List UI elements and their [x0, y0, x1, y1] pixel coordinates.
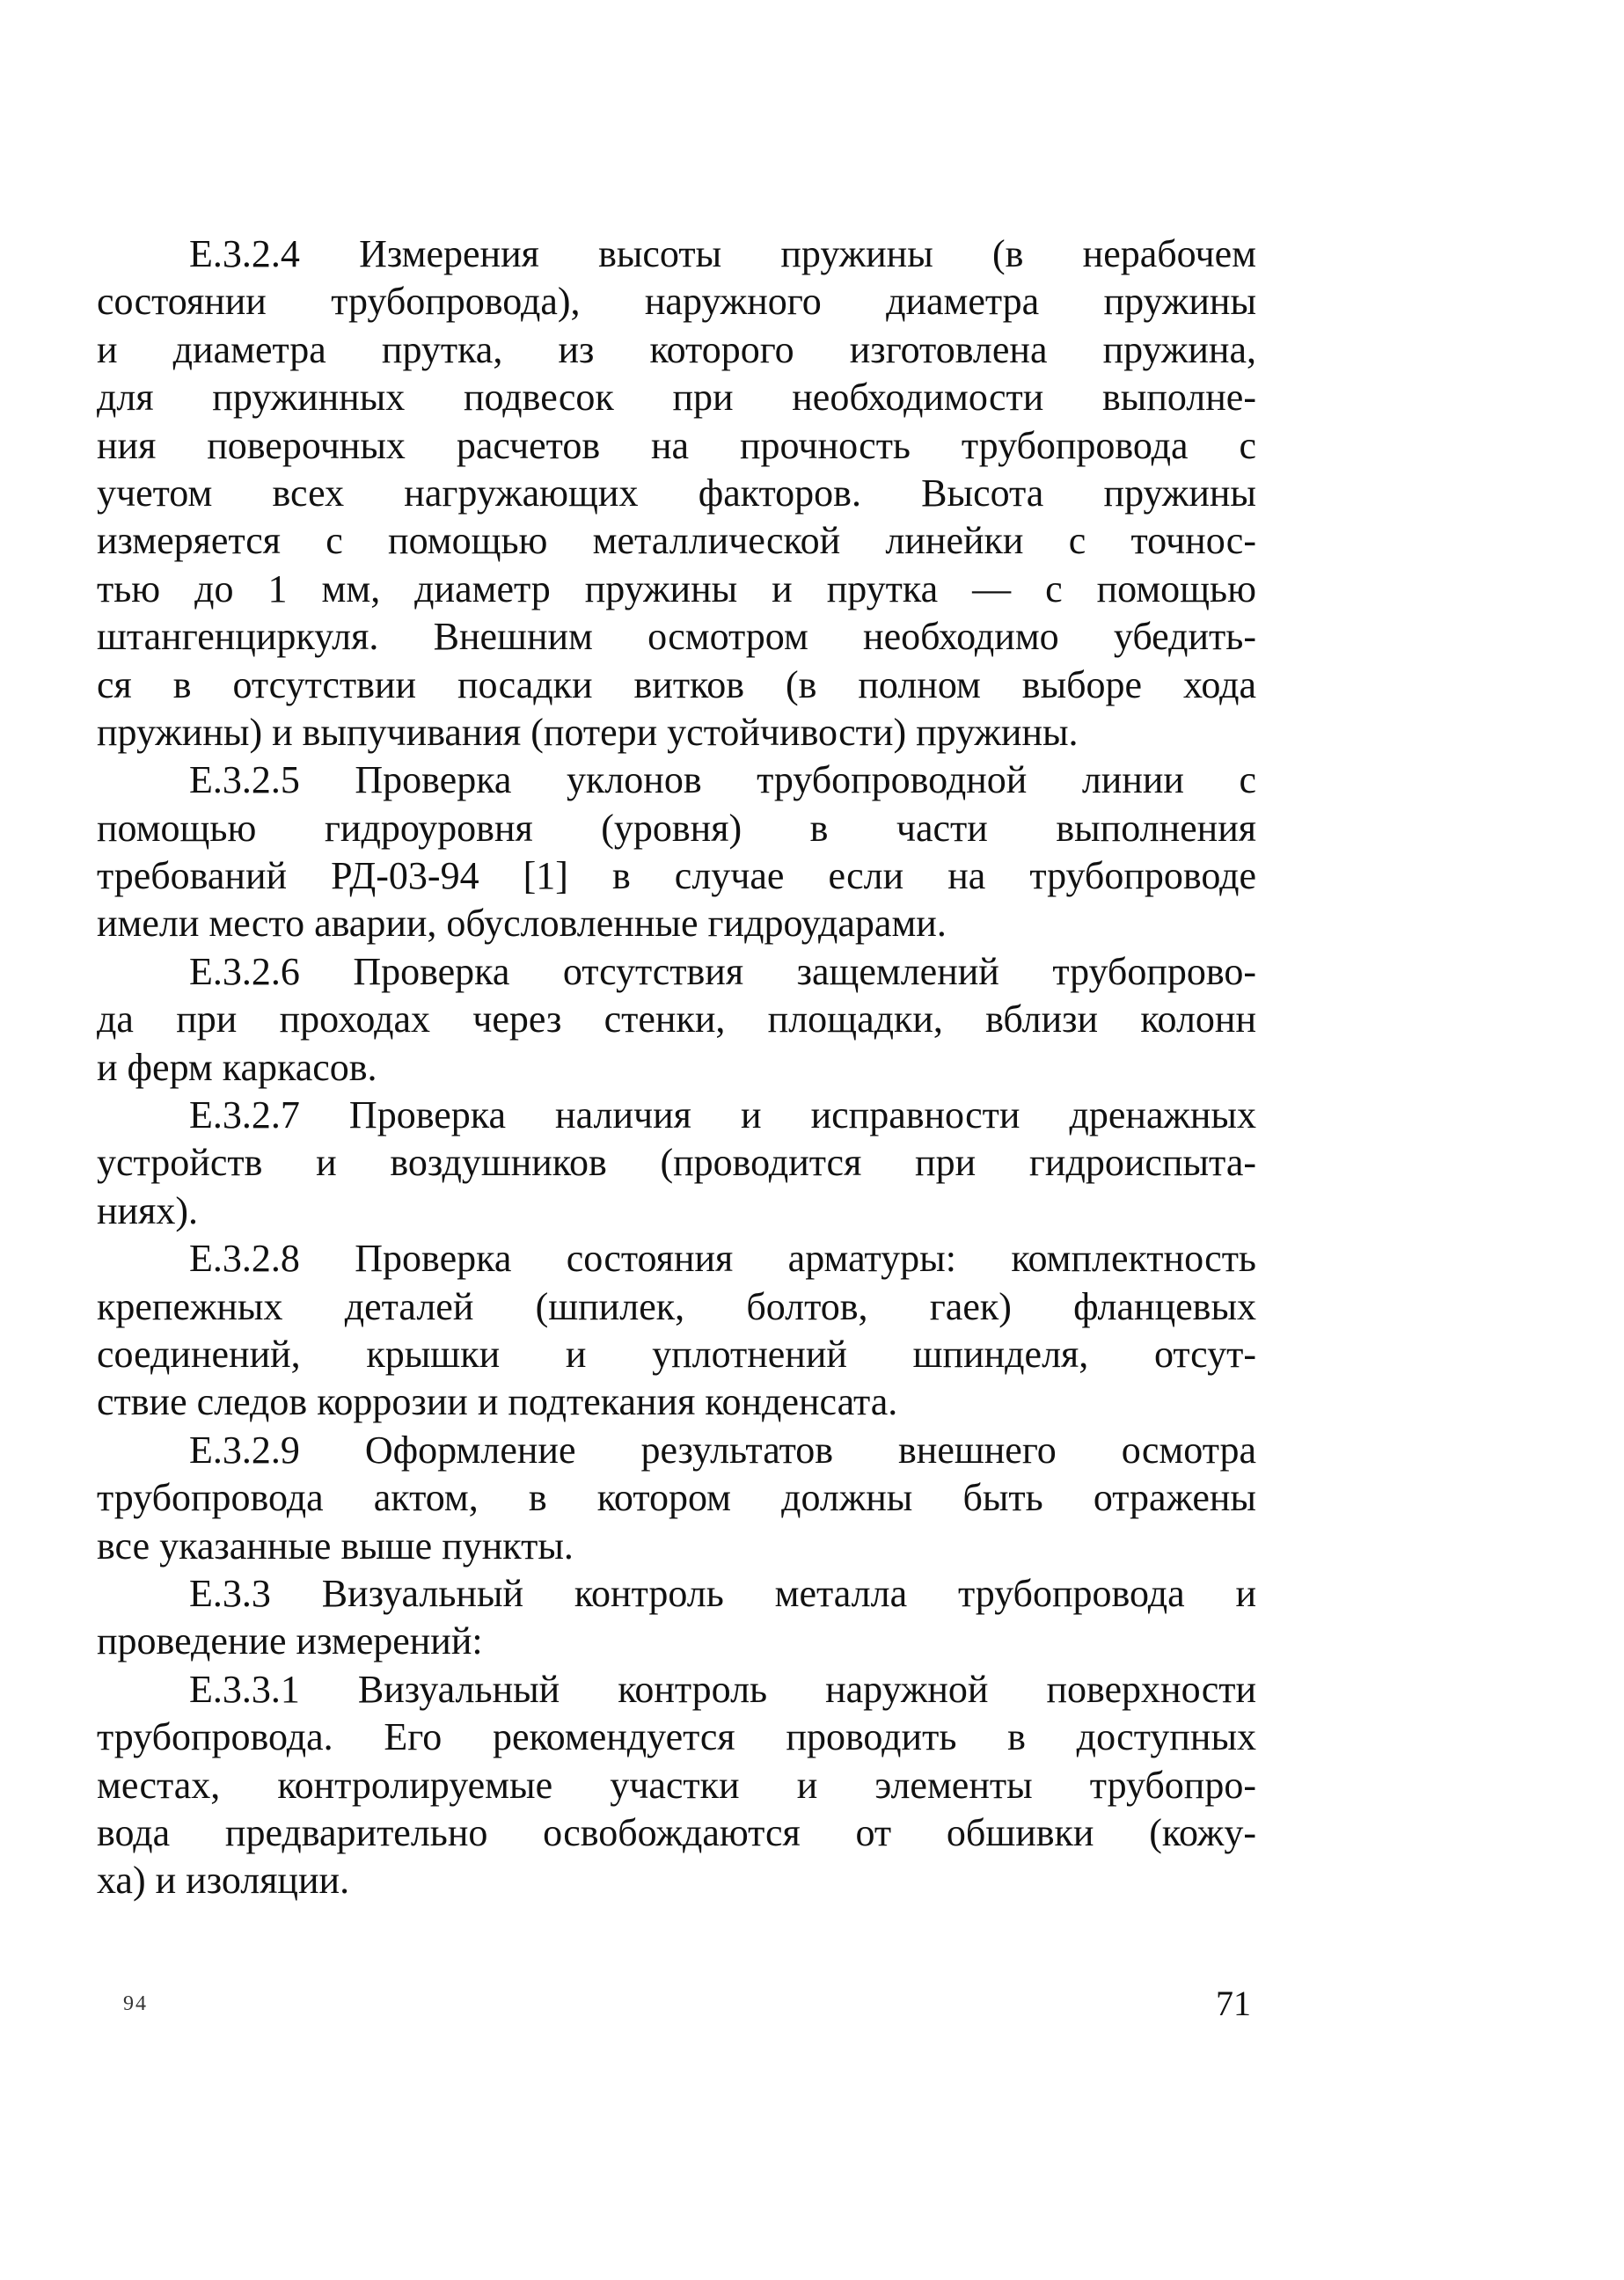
body-text: [97, 230, 1256, 1905]
text-line: помощью гидроуровня (уровня) в части выполнения: [97, 806, 1256, 850]
text-line: Е.3.3.1 Визуальный контроль наружной поверхности: [189, 1667, 1256, 1711]
paragraph-e-3-3-1: [97, 1666, 1256, 1905]
text-line: соединений, крышки и уплотнений шпинделя, отсут-: [97, 1332, 1256, 1376]
text-line: устройств и воздушников (проводится при гидроиспыта-: [97, 1141, 1256, 1185]
text-line: штангенциркуля. Внешним осмотром необходимо убедить-: [97, 615, 1256, 659]
text-line: Е.3.2.7 Проверка наличия и исправности дренажных: [189, 1093, 1256, 1137]
text-line: вода предварительно освобождаются от обшивки (кожу-: [97, 1810, 1256, 1854]
paragraph-e-3-2-4: [97, 230, 1256, 756]
text-line: проведение измерений:: [97, 1619, 483, 1663]
text-line: трубопровода актом, в котором должны быть отражены: [97, 1476, 1256, 1520]
text-line: требований РД-03-94 [1] в случае если на трубопроводе: [97, 854, 1256, 898]
text-line: Е.3.2.9 Оформление результатов внешнего осмотра: [189, 1428, 1256, 1472]
text-line: все указанные выше пункты.: [97, 1524, 574, 1568]
text-line: Е.3.2.5 Проверка уклонов трубопроводной линии с: [189, 758, 1256, 802]
text-line: Е.3.3 Визуальный контроль металла трубопровода и: [189, 1571, 1256, 1615]
paragraph-e-3-2-7: [97, 1092, 1256, 1235]
text-line: тью до 1 мм, диаметр пружины и прутка — с помощью: [97, 566, 1256, 610]
text-line: пружины) и выпучивания (потери устойчивости) пружины.: [97, 710, 1079, 754]
page-footer: [97, 1986, 1256, 2039]
paragraph-e-3-2-8: [97, 1235, 1256, 1427]
text-line: крепежных деталей (шпилек, болтов, гаек) фланцевых: [97, 1284, 1256, 1328]
text-line: состоянии трубопровода), наружного диаметра пружины: [97, 280, 1256, 324]
text-line: ниях).: [97, 1188, 198, 1232]
paragraph-e-3-2-9: [97, 1427, 1256, 1570]
text-line: учетом всех нагружающих факторов. Высота пружины: [97, 471, 1256, 515]
text-line: трубопровода. Его рекомендуется проводить в доступных: [97, 1715, 1256, 1759]
paragraph-e-3-3: [97, 1570, 1256, 1666]
text-line: имели место аварии, обусловленные гидроударами.: [97, 902, 947, 946]
paragraph-e-3-2-5: [97, 756, 1256, 948]
footer-mark: 94: [123, 1992, 148, 2015]
text-line: и ферм каркасов.: [97, 1045, 377, 1089]
page-number: 71: [1216, 1984, 1251, 2023]
text-line: Е.3.2.8 Проверка состояния арматуры: комплектность: [189, 1237, 1256, 1281]
text-line: и диаметра прутка, из которого изготовлена пружина,: [97, 327, 1256, 371]
paragraph-e-3-2-6: [97, 948, 1256, 1092]
text-line: Е.3.2.4 Измерения высоты пружины (в нерабочем: [189, 232, 1256, 275]
text-line: да при проходах через стенки, площадки, вблизи колонн: [97, 998, 1256, 1041]
text-line: ся в отсутствии посадки витков (в полном выборе хода: [97, 662, 1256, 706]
text-line: для пружинных подвесок при необходимости выполне-: [97, 376, 1256, 420]
text-line: ния поверочных расчетов на прочность трубопровода с: [97, 423, 1256, 467]
text-line: ха) и изоляции.: [97, 1859, 350, 1903]
text-line: Е.3.2.6 Проверка отсутствия защемлений трубопрово-: [189, 949, 1256, 993]
text-line: местах, контролируемые участки и элементы трубопро-: [97, 1763, 1256, 1807]
text-line: измеряется с помощью металлической линейки с точнос-: [97, 519, 1256, 563]
text-line: ствие следов коррозии и подтекания конденсата.: [97, 1380, 898, 1424]
